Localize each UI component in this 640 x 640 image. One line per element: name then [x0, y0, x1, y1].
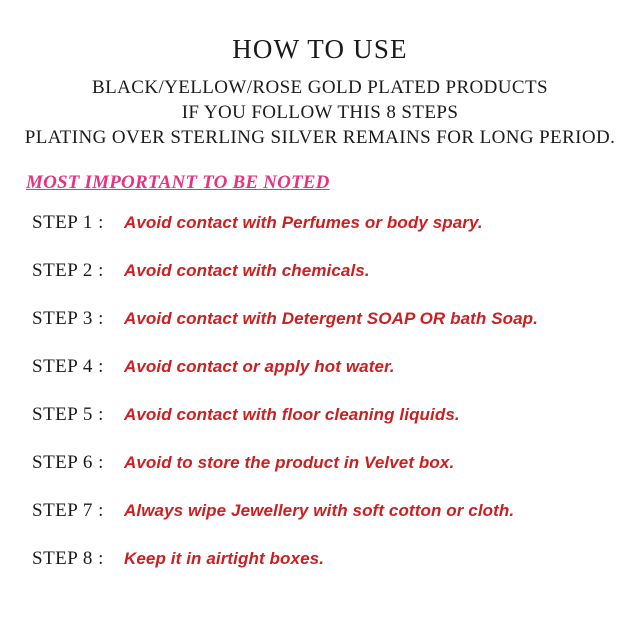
- step-text: Avoid contact with floor cleaning liquids.: [124, 405, 460, 425]
- list-item: [32, 356, 640, 404]
- step-label: STEP 5 :: [32, 404, 104, 426]
- list-item: [32, 500, 640, 548]
- subtitle-line-3: PLATING OVER STERLING SILVER REMAINS FOR LONG PERIOD.: [24, 127, 616, 149]
- list-item: [32, 548, 640, 596]
- step-label: STEP 6 :: [32, 452, 104, 474]
- step-text: Avoid contact with Detergent SOAP OR bath Soap.: [124, 309, 538, 329]
- step-text: Avoid contact with chemicals.: [124, 261, 370, 281]
- subtitle-line-2: IF YOU FOLLOW THIS 8 STEPS: [181, 102, 459, 124]
- subtitle-line-1: BLACK/YELLOW/ROSE GOLD PLATED PRODUCTS: [92, 77, 548, 99]
- step-text: Keep it in airtight boxes.: [124, 549, 325, 569]
- subtitle-block: [0, 75, 640, 150]
- step-text: Avoid to store the product in Velvet box.: [124, 453, 455, 473]
- notice-wrapper: [0, 150, 640, 194]
- step-text: Always wipe Jewellery with soft cotton or cloth.: [124, 501, 515, 521]
- step-text: Avoid contact or apply hot water.: [124, 357, 395, 377]
- list-item: [32, 212, 640, 260]
- step-label: STEP 7 :: [32, 500, 104, 522]
- steps-list: [0, 212, 640, 596]
- list-item: [32, 452, 640, 500]
- step-label: STEP 8 :: [32, 548, 104, 570]
- list-item: [32, 404, 640, 452]
- step-label: STEP 4 :: [32, 356, 104, 378]
- document-header: [0, 0, 640, 150]
- step-label: STEP 1 :: [32, 212, 104, 234]
- list-item: [32, 308, 640, 356]
- step-text: Avoid contact with Perfumes or body spary.: [124, 213, 483, 233]
- important-notice: MOST IMPORTANT TO BE NOTED: [26, 172, 330, 194]
- step-label: STEP 2 :: [32, 260, 104, 282]
- list-item: [32, 260, 640, 308]
- step-label: STEP 3 :: [32, 308, 104, 330]
- page-title: HOW TO USE: [232, 34, 408, 64]
